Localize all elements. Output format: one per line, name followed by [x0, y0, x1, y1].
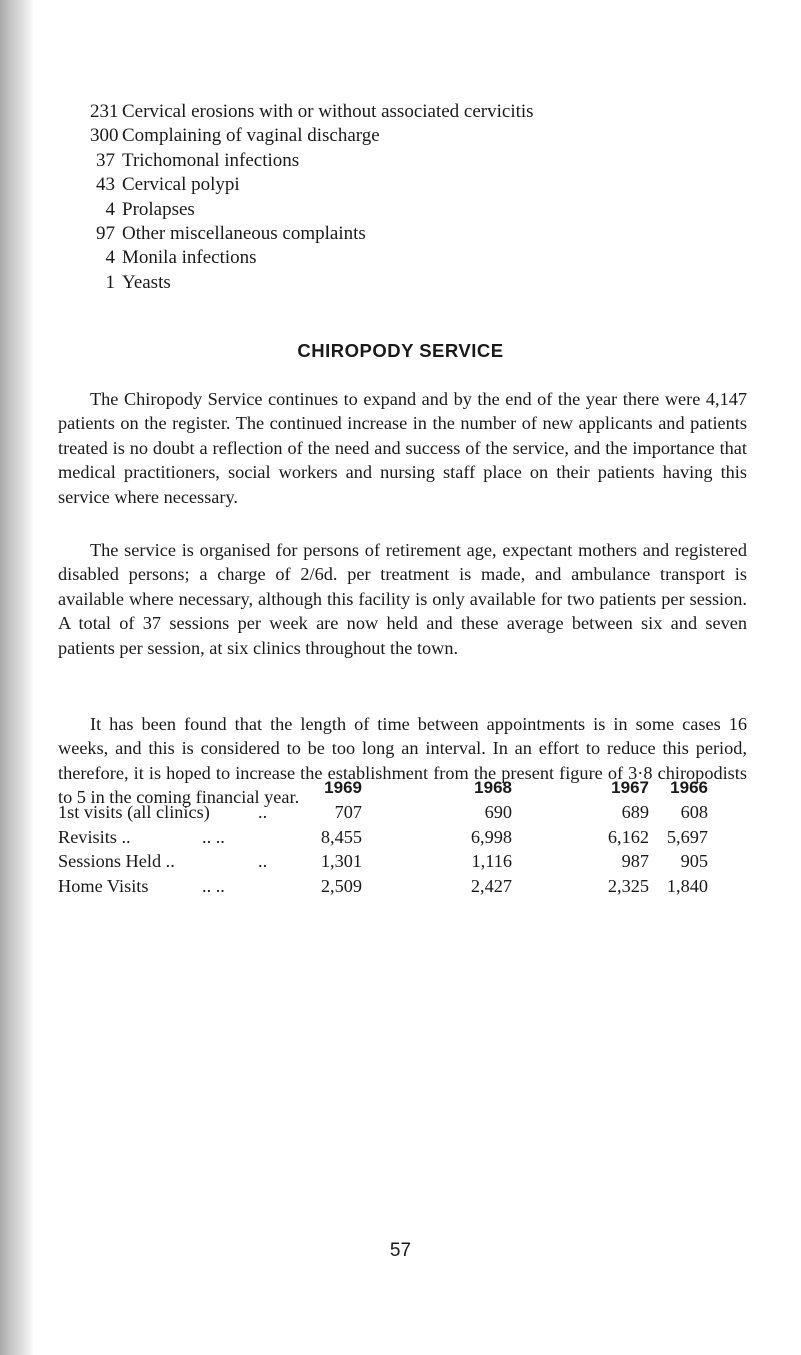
paragraph-text: The Chiropody Service continues to expand and by the end of the year there were 4,147 patients on the register. The continued increase in the number of new applicants and patients treated is no doubt a reflection of the need and success of the service, and the importance that medical practitioners, social workers and nursing staff place on their patients having this service where necessary. — [58, 389, 747, 507]
list-item — [90, 271, 534, 295]
table-cell: 707 — [334, 802, 362, 823]
paragraph-register — [58, 387, 747, 509]
list-item-count: 4 — [105, 198, 115, 220]
paragraph-text: It has been found that the length of time between appointments is in some cases 16 weeks, and this is considered to be too long an interval. In an effort to reduce this period, therefore, it is hoped to increase the establishment from the present figure of 3·8 chiropodists to 5 in the coming financial year. — [58, 714, 747, 808]
complaints-list — [90, 100, 534, 295]
table-cell: 6,998 — [470, 826, 512, 847]
table-row — [58, 802, 718, 826]
list-item — [90, 222, 534, 246]
column-header: 1966 — [670, 778, 708, 797]
row-label: 1st visits (all clinics) — [58, 802, 210, 823]
column-header: 1969 — [324, 778, 362, 797]
leader-dots: .. .. — [202, 875, 225, 896]
paragraph-text: The service is organised for persons of retirement age, expectant mothers and registered disabled persons; a charge of 2/6d. per treatment is made, and ambulance transport is available where necessary, although this facility is only available for two patients per session. A total of 37 sessions per week are now held and these average between six and seven patients per session, at six clinics throughout the town. — [58, 540, 747, 658]
list-item — [90, 100, 534, 124]
table-cell: 1,301 — [320, 851, 362, 872]
table-header-row — [58, 778, 718, 802]
list-item-text: Trichomonal infections — [122, 149, 300, 171]
list-item — [90, 198, 534, 222]
table-cell: 2,509 — [320, 875, 362, 896]
table-cell: 1,116 — [471, 851, 512, 872]
list-item — [90, 246, 534, 270]
leader-dots: .. — [258, 802, 268, 823]
table-cell: 8,455 — [320, 826, 362, 847]
table-cell: 2,427 — [470, 875, 512, 896]
list-item-count: 43 — [96, 174, 115, 196]
leader-dots: .. .. — [202, 826, 225, 847]
table-row — [58, 876, 718, 900]
list-item-count: 300 — [90, 125, 119, 147]
section-heading: CHIROPODY SERVICE — [297, 340, 504, 361]
paragraph-organisation — [58, 538, 747, 660]
list-item-count: 4 — [105, 247, 115, 269]
table-row — [58, 851, 718, 875]
column-header: 1968 — [474, 778, 512, 797]
list-item-text: Cervical erosions with or without associated cervicitis — [122, 101, 534, 122]
list-item-text: Cervical polypi — [122, 174, 240, 196]
list-item-count: 231 — [90, 101, 119, 122]
list-item-count: 1 — [105, 271, 115, 293]
list-item — [90, 124, 534, 148]
table-cell: 5,697 — [666, 826, 708, 847]
row-label: Home Visits — [58, 875, 149, 896]
table-row — [58, 827, 718, 851]
table-cell: 1,840 — [666, 875, 708, 896]
list-item-text: Prolapses — [122, 198, 195, 220]
table-cell: 608 — [680, 802, 708, 823]
table-cell: 6,162 — [607, 826, 649, 847]
list-item — [90, 173, 534, 197]
list-item-text: Complaining of vaginal discharge — [122, 125, 380, 147]
list-item-count: 37 — [96, 149, 115, 171]
list-item-text: Other miscellaneous complaints — [122, 223, 366, 245]
table-cell: 987 — [621, 851, 649, 872]
page-number: 57 — [389, 1240, 412, 1261]
leader-dots: .. — [258, 851, 268, 872]
list-item-text: Yeasts — [122, 271, 171, 293]
row-label: Sessions Held .. — [58, 851, 175, 872]
list-item-count: 97 — [96, 223, 115, 245]
column-header: 1967 — [611, 778, 649, 797]
statistics-table — [58, 778, 718, 900]
table-cell: 690 — [484, 802, 512, 823]
row-label: Revisits .. — [58, 826, 131, 847]
list-item-text: Monila infections — [122, 247, 257, 269]
table-cell: 689 — [621, 802, 649, 823]
list-item — [90, 149, 534, 173]
table-cell: 2,325 — [607, 875, 649, 896]
table-cell: 905 — [680, 851, 708, 872]
